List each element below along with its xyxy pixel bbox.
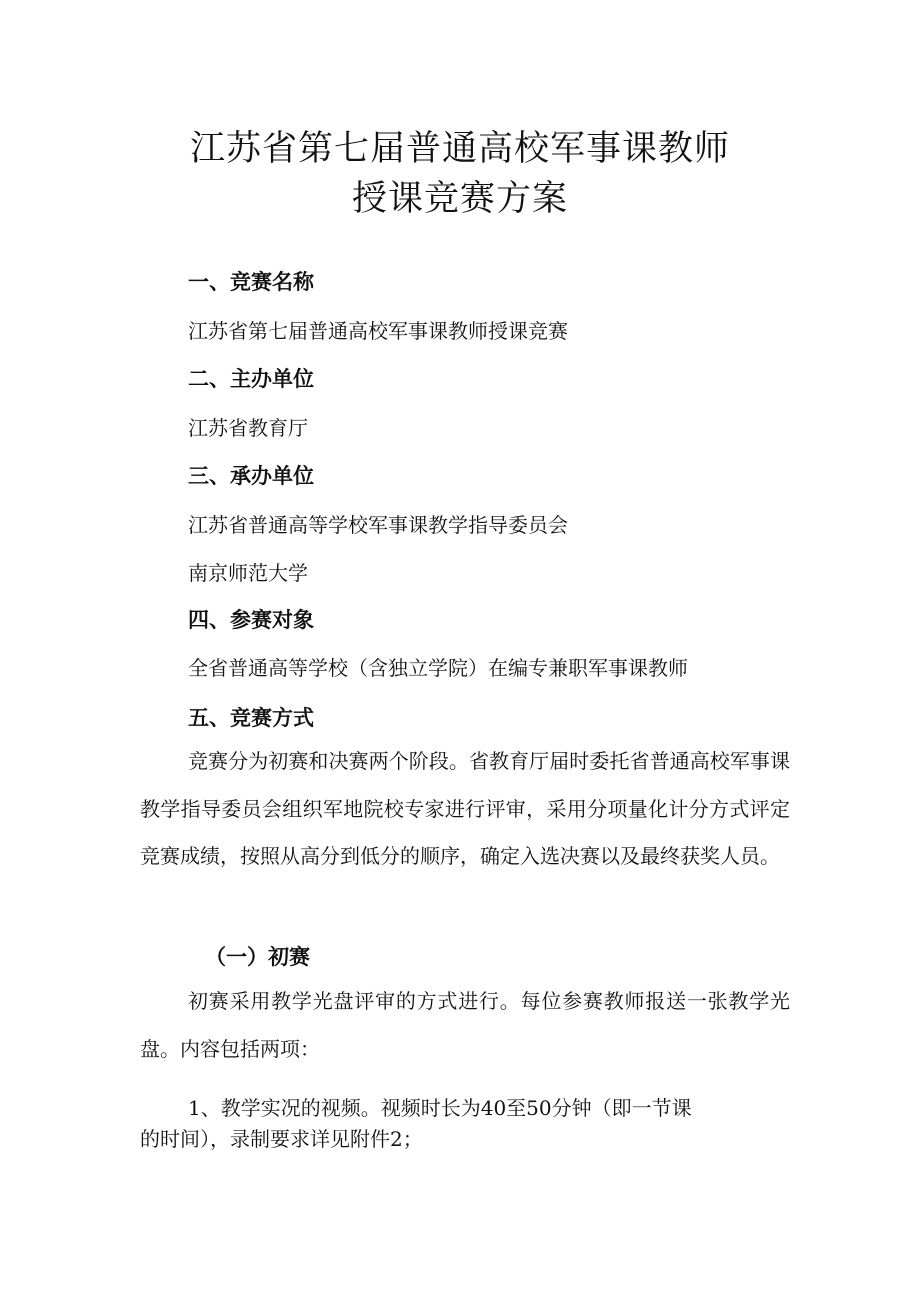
subsection-heading-1: （一）初赛 — [205, 945, 310, 969]
section-heading-1: 一、竞赛名称 — [188, 270, 314, 294]
list-item-1: 1、教学实况的视频。视频时长为40至50分钟（即一节课的时间），录制要求详见附件2； — [140, 1096, 692, 1151]
section-heading-5: 五、竞赛方式 — [188, 706, 314, 730]
document-title-line-1: 江苏省第七届普通高校军事课教师 — [189, 129, 730, 169]
subsection-paragraph: 初赛采用教学光盘评审的方式进行。每位参赛教师报送一张教学光盘。内容包括两项： — [140, 989, 790, 1061]
section-2-text: 江苏省教育厅 — [188, 416, 308, 440]
section-heading-2: 二、主办单位 — [188, 367, 314, 391]
section-3-text-2: 南京师范大学 — [188, 561, 308, 585]
section-5-paragraph: 竞赛分为初赛和决赛两个阶段。省教育厅届时委托省普通高校军事课教学指导委员会组织军地院校专家进行评审，采用分项量化计分方式评定竞赛成绩，按照从高分到低分的顺序，确定入选决赛以及最终获奖人员。 — [140, 749, 790, 868]
section-heading-3: 三、承办单位 — [188, 464, 314, 488]
section-3-text-1: 江苏省普通高等学校军事课教学指导委员会 — [188, 513, 568, 537]
section-heading-4: 四、参赛对象 — [188, 608, 314, 632]
section-1-text: 江苏省第七届普通高校军事课教师授课竞赛 — [188, 319, 568, 343]
section-4-text: 全省普通高等学校（含独立学院）在编专兼职军事课教师 — [188, 656, 688, 680]
document-title-line-2: 授课竞赛方案 — [351, 179, 568, 219]
